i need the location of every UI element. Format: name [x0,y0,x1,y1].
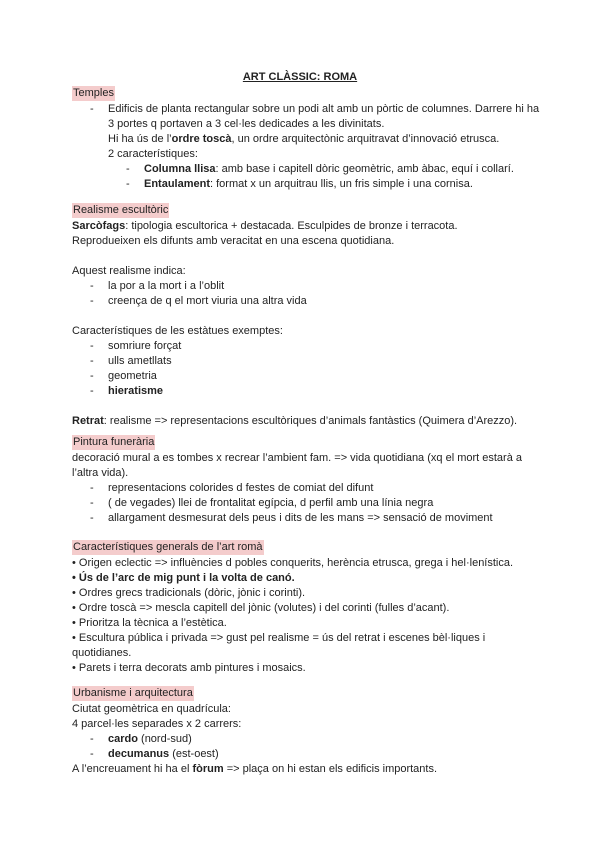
list-item: - ( de vegades) llei de frontalitat egípcia, d perfil amb una línia negra [72,496,542,511]
section-heading: Temples [73,87,114,99]
section-heading: Característiques generals de l’art romà [73,541,263,553]
list-item: - la por a la mort i a l’oblit [72,279,542,294]
list-item: - hieratisme [72,384,542,399]
list-item: - somriure forçat [72,339,542,354]
paragraph: 4 parcel·les separades x 2 carrers: [72,718,242,730]
list-item: - decumanus (est-oest) [72,747,542,762]
list-item: - Edificis de planta rectangular sobre un podi alt amb un pòrtic de columnes. Darrere hi ha 3 portes q portaven a 3 cel·les dedicades a les divinitats. [72,102,542,132]
paragraph: A l’encreuament hi ha el fòrum => plaça on hi estan els edificis importants. [72,763,438,775]
paragraph: • Ordres grecs tradicionals (dòric, jònic i corinti). [72,587,306,599]
paragraph: • Origen eclectic => influències d pobles conquerits, herència etrusca, grega i hel·lenística. [72,557,514,569]
paragraph: 2 característiques: [108,148,198,160]
paragraph: Reprodueixen els difunts amb veracitat en una escena quotidiana. [72,235,395,247]
list-item: - creença de q el mort viuria una altra vida [72,294,542,309]
paragraph: decoració mural a es tombes x recrear l’ambient fam. => vida quotidiana (xq el mort estarà a l’altra vida). [72,452,522,479]
section-pintura [72,435,542,526]
section-realisme [72,203,542,429]
paragraph: • Ordre toscà => mescla capitell del jònic (volutes) i del corinti (fulles d’acant). [72,602,450,614]
document-title: ART CLÀSSIC: ROMA [242,71,358,83]
paragraph: • Escultura pública i privada => gust pel realisme = ús del retrat i escenes bèl·liques i quotidianes. [72,632,486,659]
paragraph: Retrat: realisme => representacions escultòriques d’animals fantàstics (Quimera d’Arezzo). [72,415,518,427]
paragraph: Ciutat geomètrica en quadrícula: [72,703,231,715]
list-item: - allargament desmesurat dels peus i dits de les mans => sensació de moviment [72,511,542,526]
paragraph: • Ús de l’arc de mig punt i la volta de canó. [72,572,295,584]
section-generals [72,540,542,676]
section-heading: Realisme escultòric [73,204,169,216]
paragraph: • Parets i terra decorats amb pintures i mosaics. [72,662,306,674]
section-temples [72,86,542,192]
paragraph: Aquest realisme indica: [72,265,186,277]
section-heading: Urbanisme i arquitectura [73,687,193,699]
list-item: - ulls ametllats [72,354,542,369]
list-item: - representacions colorides d festes de comiat del difunt [72,481,542,496]
list-item: - cardo (nord-sud) [72,732,542,747]
paragraph: Hi ha ús de l’ordre toscà, un ordre arquitectònic arquitravat d’innovació etrusca. [108,133,500,145]
section-heading: Pintura funerària [73,436,155,448]
paragraph: • Prioritza la tècnica a l’estètica. [72,617,227,629]
list-item: - Columna llisa: amb base i capitell dòric geomètric, amb àbac, equí i collarí. [72,162,542,177]
paragraph: Característiques de les estàtues exemptes: [72,325,283,337]
list-item: - Entaulament: format x un arquitrau llis, un fris simple i una cornisa. [72,177,542,192]
paragraph: Sarcòfags: tipologia escultorica + destacada. Esculpides de bronze i terracota. [72,220,458,232]
section-urbanisme [72,686,542,777]
list-item: - geometria [72,369,542,384]
